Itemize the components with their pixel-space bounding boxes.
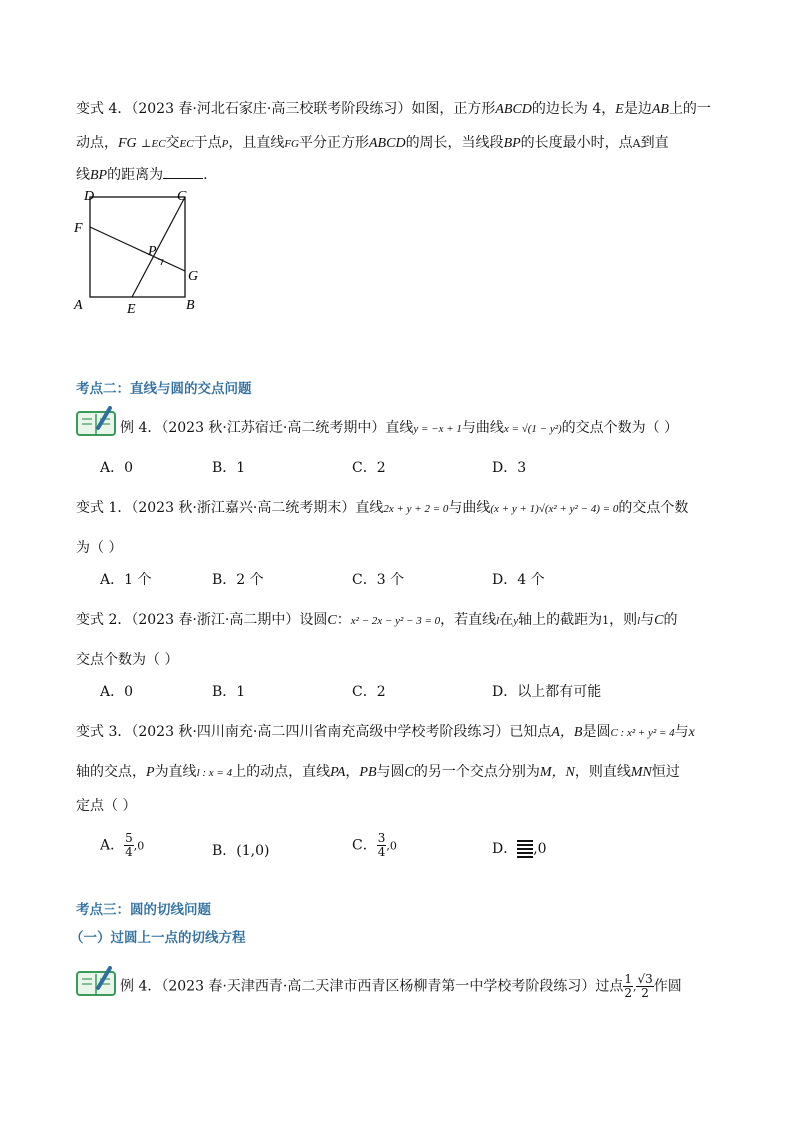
numerator: 1: [624, 972, 632, 986]
option-label: B．: [212, 684, 237, 700]
math: FG: [284, 138, 299, 150]
segment-fg: [90, 227, 185, 271]
variant3-line1: [76, 721, 695, 741]
math: x: [688, 725, 695, 740]
text: 为直线: [154, 764, 197, 780]
option-value: 3 个: [376, 572, 405, 588]
text: ，若直线: [440, 612, 497, 628]
math: ABCD: [369, 136, 406, 151]
option-label: C．: [352, 572, 377, 588]
option-value: 0: [124, 460, 134, 476]
option-a[interactable]: [100, 457, 133, 477]
option-label: D．: [492, 572, 518, 588]
variant4-line2: [76, 132, 669, 152]
book-icon: [76, 406, 116, 436]
text: 的长度最小时，点: [520, 135, 633, 151]
equation: l : x = 4: [196, 767, 233, 779]
text: 到直: [640, 135, 669, 151]
text: 轴上的截距为: [518, 612, 603, 628]
denominator: 2: [624, 986, 632, 1000]
numerator: 3: [377, 831, 386, 845]
option-b[interactable]: [212, 681, 245, 701]
text: 为（ ）: [76, 540, 123, 556]
option-b[interactable]: [212, 840, 270, 860]
option-c[interactable]: [352, 681, 386, 701]
text: 定点（ ）: [76, 798, 137, 814]
option-value: 以上都有可能: [517, 684, 602, 700]
text: 例 4．（2023 春·天津西青·高二天津市西青区杨柳青第一中学校考阶段练习）过点: [120, 978, 624, 995]
math: P: [146, 765, 155, 780]
square-abcd: [90, 197, 185, 297]
fraction: [623, 973, 633, 1000]
text: 变式 4．（2023 春·河北石家庄·高三校联考阶段练习）如图，正方形: [76, 101, 496, 117]
text: 交: [165, 135, 180, 151]
numerator: √3: [637, 972, 653, 986]
text: 平分正方形: [299, 135, 369, 151]
equation: x = √(1 − y²): [503, 423, 562, 435]
option-b[interactable]: [212, 569, 264, 589]
option-c[interactable]: [352, 569, 404, 589]
text: 轴的交点，: [76, 764, 146, 780]
text: ：: [336, 612, 351, 628]
option-label: C．: [352, 837, 377, 854]
equation: y = −x + 1: [413, 423, 462, 435]
text: 与曲线: [448, 500, 491, 516]
option-label: B．: [212, 572, 237, 588]
variant4-line1: [76, 98, 711, 118]
label-p: P: [148, 244, 157, 259]
variant1-line1: [76, 497, 688, 517]
option-value: 1 个: [124, 572, 152, 588]
label-f: F: [74, 221, 83, 236]
math: ABCD: [495, 102, 532, 117]
denominator: 4: [125, 845, 133, 859]
option-c[interactable]: [352, 457, 386, 477]
option-a[interactable]: [100, 681, 133, 701]
square-figure: [70, 185, 220, 315]
math: BP: [503, 136, 521, 151]
math: A: [632, 137, 641, 150]
math: EC: [179, 138, 194, 150]
option-d[interactable]: [492, 457, 526, 477]
variant2-line1: [76, 609, 677, 629]
option-d[interactable]: [492, 681, 601, 701]
option-d[interactable]: [492, 569, 545, 589]
comma: ,: [632, 980, 637, 994]
math: y: [513, 615, 519, 627]
option-value: 2: [376, 684, 386, 700]
garbled-glyph: [517, 840, 533, 858]
text: 变式 2．（2023 春·浙江·高二期中）设圆: [76, 612, 328, 628]
text: 的交点个数为（ ）: [561, 420, 679, 436]
label-e: E: [127, 302, 136, 315]
text: 上的动点，直线: [232, 764, 331, 780]
math: PA: [330, 765, 346, 780]
option-value: ,0: [533, 841, 547, 857]
denominator: 4: [377, 845, 386, 859]
math: A，B: [551, 725, 583, 740]
text: 作圆: [653, 978, 682, 995]
option-label: A．: [100, 837, 125, 854]
option-value: 2 个: [236, 572, 264, 588]
text: ，则直线: [574, 764, 631, 780]
text: 在: [499, 612, 514, 628]
text: 恒过: [651, 764, 680, 780]
text: 变式 3．（2023 秋·四川南充·高二四川省南充高级中学校考阶段练习）已知点: [76, 724, 552, 740]
option-value: 3: [517, 460, 527, 476]
text: ，则: [609, 612, 638, 628]
option-label: B．: [212, 460, 237, 476]
math: C: [327, 613, 337, 628]
label-c: C: [177, 189, 187, 204]
text: 的距离为: [107, 167, 164, 183]
fraction: [377, 832, 387, 859]
example4-question: [120, 417, 678, 437]
option-label: A．: [100, 572, 125, 588]
label-g: G: [188, 269, 199, 284]
text: 交点个数为（ ）: [76, 652, 179, 668]
text: 的交点个数: [618, 500, 689, 516]
option-value: 4 个: [517, 572, 545, 588]
answer-blank: [163, 166, 203, 179]
variant4-line3: [76, 164, 208, 184]
numerator: 5: [125, 831, 133, 845]
option-label: D．: [492, 684, 518, 700]
text: 是边: [623, 101, 652, 117]
math: AB: [651, 102, 669, 117]
option-b[interactable]: [212, 457, 245, 477]
variant2-line2: [76, 649, 178, 669]
option-value: 1: [236, 684, 246, 700]
section-title: 考点二：直线与圆的交点问题: [76, 381, 252, 397]
option-tail: ,0: [386, 839, 397, 853]
option-tail: ,0: [133, 839, 145, 853]
subsection-title: （一）过圆上一点的切线方程: [70, 930, 246, 946]
text: 线: [76, 167, 90, 183]
math: C: [404, 765, 414, 780]
math: FG: [118, 136, 137, 151]
math: BP: [90, 168, 108, 183]
option-value: 0: [124, 684, 134, 700]
example4b-question: [120, 973, 682, 1000]
segment-ec: [132, 197, 185, 297]
right-angle-mark: [158, 259, 163, 265]
label-b: B: [186, 298, 195, 313]
math: l: [496, 615, 500, 627]
option-c[interactable]: [352, 832, 397, 859]
math: M，N: [539, 765, 575, 780]
equation: x² − 2x − y² − 3 = 0: [350, 615, 441, 627]
variant3-line3: [76, 795, 136, 815]
math: C: [654, 613, 664, 628]
math: ⊥EC: [141, 138, 166, 150]
text: ，: [345, 764, 360, 780]
math: PB: [359, 765, 377, 780]
option-label: C．: [352, 460, 377, 476]
text: 上的一: [668, 101, 711, 117]
math: 1: [602, 614, 610, 627]
option-value: 2: [376, 460, 386, 476]
option-label: D．: [492, 460, 518, 476]
math: P: [221, 138, 229, 150]
option-label: A．: [100, 460, 125, 476]
text: .: [203, 167, 208, 183]
option-value: 1: [236, 460, 246, 476]
denominator: 2: [641, 986, 649, 1000]
math: E: [615, 102, 624, 117]
text: 与: [674, 724, 689, 740]
option-label: A．: [100, 684, 125, 700]
option-label: C．: [352, 684, 377, 700]
book-icon: [76, 966, 116, 996]
fraction: [636, 973, 653, 1000]
option-a[interactable]: [100, 832, 144, 859]
text: 动点，: [76, 135, 118, 151]
fraction: [124, 832, 134, 859]
option-label: B．: [212, 843, 237, 859]
text: 是圆: [582, 724, 611, 740]
option-d[interactable]: [492, 838, 547, 858]
text: 的边长为 4，: [531, 101, 616, 117]
math: MN: [630, 765, 652, 780]
variant1-line2: [76, 537, 122, 557]
equation: 2x + y + 2 = 0: [383, 503, 449, 515]
math: l: [637, 615, 641, 627]
option-label: D．: [492, 841, 518, 857]
label-a: A: [74, 298, 83, 313]
variant3-line2: [76, 761, 680, 781]
text: 的周长，当线段: [405, 135, 504, 151]
text: 与: [640, 612, 655, 628]
option-a[interactable]: [100, 569, 151, 589]
label-d: D: [84, 189, 95, 204]
text: 的另一个交点分别为: [413, 764, 540, 780]
text: 与圆: [376, 764, 405, 780]
text: ，且直线: [228, 135, 285, 151]
text: 变式 1．（2023 秋·浙江嘉兴·高二统考期末）直线: [76, 500, 384, 516]
text: 于点: [193, 135, 222, 151]
text: 的: [663, 612, 678, 628]
text: 与曲线: [461, 420, 504, 436]
equation: (x + y + 1)√(x² + y² − 4) = 0: [490, 503, 619, 515]
equation: C : x² + y² = 4: [610, 727, 675, 739]
section-title: 考点三：圆的切线问题: [76, 902, 211, 918]
text: 例 4．（2023 秋·江苏宿迁·高二统考期中）直线: [120, 420, 414, 436]
option-value: (1,0): [236, 843, 270, 859]
